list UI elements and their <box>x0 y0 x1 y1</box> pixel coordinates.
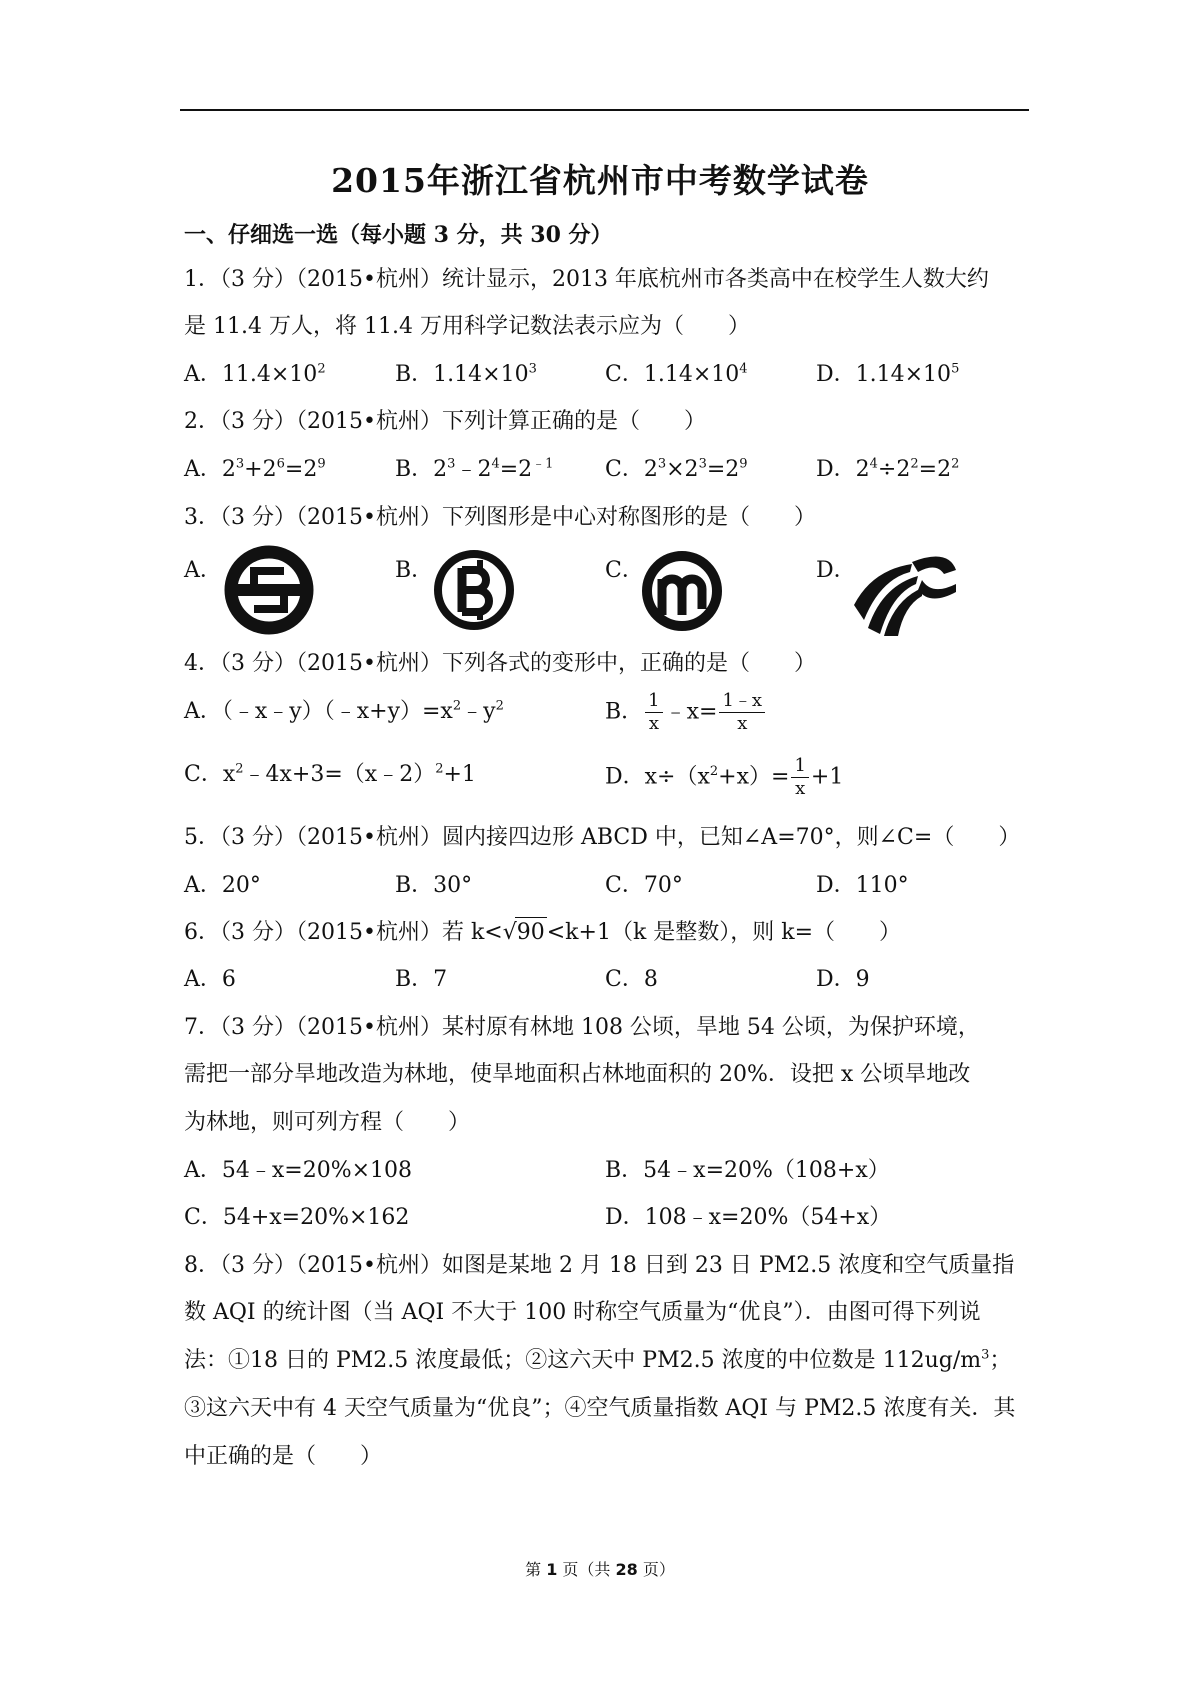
q8-stem-line4: ③这六天中有 4 天空气质量为“优良”；④空气质量指数 AQI 与 PM2.5 浓度有关．其 <box>184 1396 1016 1421</box>
q5-option-b: B．30° <box>395 873 473 898</box>
q6-stem: 6．（3 分）（2015•杭州）若 k<√90<k+1（k 是整数），则 k=（ ） <box>184 917 901 948</box>
q2-option-b: B．$2^3﹣2^4=2^{﹣1}$ <box>395 456 554 482</box>
q5-option-d: D．110° <box>816 873 909 898</box>
q2-option-a: A．$2^3+2^6=2^9$ <box>184 456 326 482</box>
q7-stem-line1: 7．（3 分）（2015•杭州）某村原有林地 108 公顷，旱地 54 公顷，为保护环境， <box>184 1015 980 1040</box>
q6-option-d: D．9 <box>816 967 870 992</box>
q6-radicand: 90 <box>515 917 547 948</box>
q1-stem-line1: 1．（3 分）（2015•杭州）统计显示，2013 年底杭州市各类高中在校学生人数大约 <box>184 267 989 292</box>
q3-logo-a-image <box>224 545 314 635</box>
q3-option-a-label: A． <box>184 558 222 583</box>
q4-option-a: A．$(﹣x﹣y)(﹣x+y)=x^2﹣y^2$ <box>184 698 504 724</box>
q8-stem-line1: 8．（3 分）（2015•杭州）如图是某地 2 月 18 日到 23 日 PM2.5 浓度和空气质量指 <box>184 1253 1015 1278</box>
q7-option-b: B．54﹣x=20%（108+x） <box>605 1158 890 1183</box>
header-rule <box>180 109 1029 111</box>
q6-option-b: B．7 <box>395 967 448 992</box>
q3-option-c-label: C． <box>605 558 644 583</box>
q6-option-a: A．6 <box>184 967 236 992</box>
q3-logo-d-image <box>852 550 962 636</box>
q1-option-a: A．$11.4\times 10^2$ <box>184 361 326 387</box>
q5-stem: 5．（3 分）（2015•杭州）圆内接四边形 ABCD 中，已知∠A=70°，则∠C=（ ） <box>184 825 1021 850</box>
section-heading: 一、仔细选一选（每小题 3 分，共 30 分） <box>184 222 613 248</box>
q8-stem-line3: 法：①18 日的 PM2.5 浓度最低；②这六天中 PM2.5 浓度的中位数是 $112ug/m^3$； <box>184 1347 1012 1373</box>
q3-option-b-label: B． <box>395 558 434 583</box>
q2-stem: 2．（3 分）（2015•杭州）下列计算正确的是（ ） <box>184 409 706 434</box>
q8-stem-line5: 中正确的是（ ） <box>184 1444 383 1469</box>
q4-stem: 4．（3 分）（2015•杭州）下列各式的变形中，正确的是（ ） <box>184 651 816 676</box>
q7-option-a: A．54﹣x=20%×108 <box>184 1158 413 1183</box>
page-title: 2015年浙江省杭州市中考数学试卷 <box>331 161 869 200</box>
q5-option-c: C．70° <box>605 873 683 898</box>
q7-stem-line2: 需把一部分旱地改造为林地，使旱地面积占林地面积的 20%．设把 x 公顷旱地改 <box>184 1062 971 1087</box>
q4-b-fraction-1: $\frac{1}{x}$ <box>645 690 662 735</box>
q3-option-d-label: D． <box>816 558 856 583</box>
q3-logo-c-image <box>640 549 724 633</box>
q7-option-c: C．54+x=20%×162 <box>184 1205 410 1230</box>
q4-b-fraction-2: $\frac{1﹣x}{x}$ <box>719 690 765 735</box>
page-footer: 第 1 页（共 28 页） <box>525 1560 675 1579</box>
q1-option-b: B．$1.14\times 10^3$ <box>395 361 537 387</box>
q5-option-a: A．20° <box>184 873 261 898</box>
q4-d-fraction: $\frac{1}{x}$ <box>791 755 808 800</box>
q2-option-d: D．$2^4\div 2^2=2^2$ <box>816 456 960 482</box>
q7-option-d: D．108﹣x=20%（54+x） <box>605 1205 892 1230</box>
q4-option-d: D．$x\div(x^2+x)=$ $\frac{1}{x}$ +1 <box>605 755 844 799</box>
q1-stem-line2: 是 11.4 万人，将 11.4 万用科学记数法表示应为（ ） <box>184 314 750 339</box>
q2-option-c: C．$2^3\times 2^3=2^9$ <box>605 456 748 482</box>
q4-option-b: B． $\frac{1}{x}$ ﹣x= $\frac{1﹣x}{x}$ <box>605 690 767 735</box>
q6-option-c: C．8 <box>605 967 658 992</box>
q3-logo-b-image <box>432 548 516 632</box>
q1-option-c: C．$1.14\times 10^4$ <box>605 361 748 387</box>
q4-option-c: C．$x^2﹣4x+3=(x﹣2)^2+1$ <box>184 761 476 787</box>
q1-option-d: D．$1.14\times 10^5$ <box>816 361 960 387</box>
q3-stem: 3．（3 分）（2015•杭州）下列图形是中心对称图形的是（ ） <box>184 505 816 530</box>
q8-stem-line2: 数 AQI 的统计图（当 AQI 不大于 100 时称空气质量为“优良”）．由图可得下列说 <box>184 1300 981 1325</box>
q7-stem-line3: 为林地，则可列方程（ ） <box>184 1110 471 1135</box>
